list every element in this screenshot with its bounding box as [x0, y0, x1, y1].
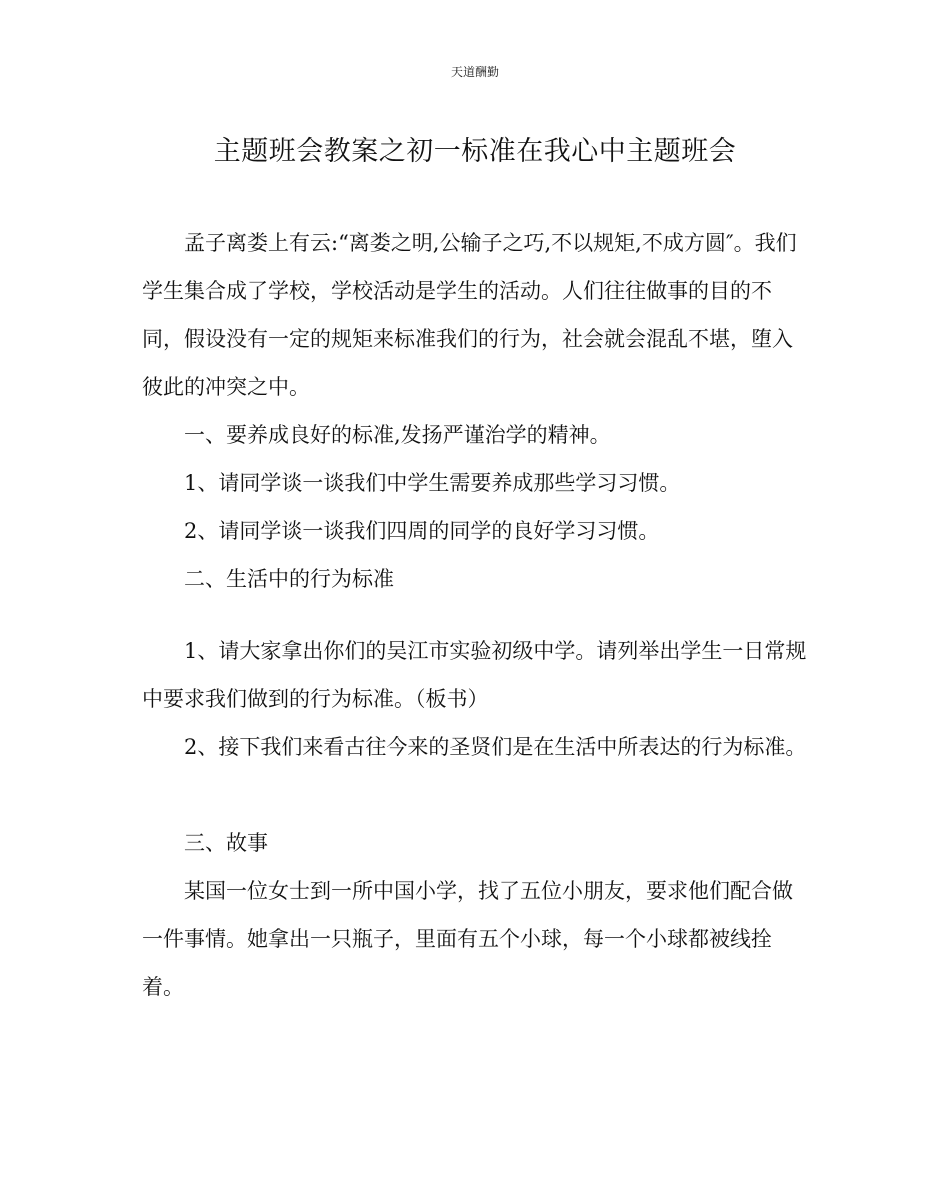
document-title: 主题班会教案之初一标准在我心中主题班会	[213, 136, 737, 167]
paragraph-intro: 孟子离娄上有云:“离娄之明,公输子之巧,不以规矩,不成方圆″。我们学生集合成了学校，学校活动是学生的活动。人们往往做事的目的不同，假设没有一定的规矩来标准我们的行为，社会就会混乱不堪，堕入彼此的冲突之中。	[142, 231, 797, 399]
page-header: 天道酬勤	[450, 65, 499, 79]
list-item-1-2: 2、请同学谈一谈我们四周的同学的良好学习习惯。	[184, 519, 660, 543]
list-item-2-1: 1、请大家拿出你们的吴江市实验初级中学。请列举出学生一日常规中要求我们做到的行为标准。（板书）	[142, 639, 807, 711]
section-heading-2: 二、生活中的行为标准	[184, 567, 394, 591]
story-paragraph: 某国一位女士到一所中国小学，找了五位小朋友，要求他们配合做一件事情。她拿出一只瓶子，里面有五个小球，每一个小球都被线拴着。	[142, 879, 793, 999]
section-heading-1: 一、要养成良好的标准,发扬严谨治学的精神。	[184, 423, 611, 447]
list-item-2-2: 2、接下我们来看古往今来的圣贤们是在生活中所表达的行为标准。	[184, 735, 807, 759]
list-item-1-1: 1、请同学谈一谈我们中学生需要养成那些学习习惯。	[184, 471, 681, 495]
section-heading-3: 三、故事	[184, 831, 268, 855]
